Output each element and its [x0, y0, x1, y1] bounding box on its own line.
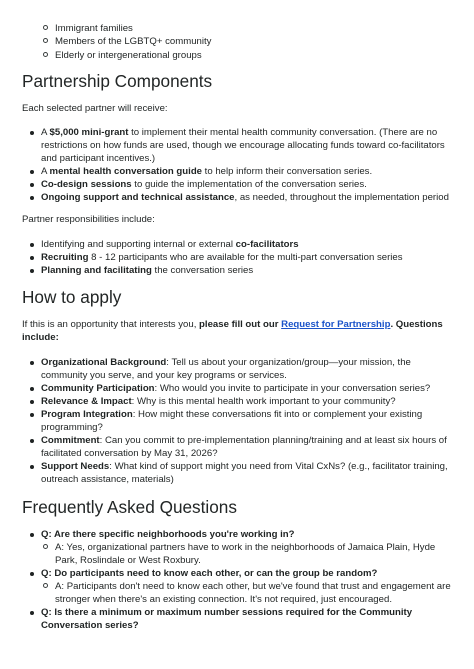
- list-item: [0, 238, 474, 251]
- item-text: : Why is this mental health work important to your community?: [131, 396, 396, 407]
- item-text: : Can you commit to pre-implementation planning/training and at least six hours of facilitated conversation by May 31, 2026?: [41, 435, 447, 459]
- item-text: : How might these conversations fit into or complement your existing programming?: [41, 409, 423, 433]
- list-item-text: Members of the LGBTQ+ community: [55, 36, 212, 48]
- partnership-intro: Each selected partner will receive:: [22, 103, 168, 114]
- item-bold: mental health conversation guide: [49, 166, 203, 177]
- list-item: [0, 165, 474, 178]
- list-item: [0, 434, 474, 460]
- faq-answer: [0, 541, 474, 567]
- faq-question: [0, 528, 474, 541]
- list-item: [0, 126, 474, 165]
- list-item: [0, 191, 474, 204]
- apply-intro-text: If this is an opportunity that interests you,: [22, 319, 200, 330]
- list-item-text: Elderly or intergenerational groups: [55, 49, 202, 61]
- bullet-icon: [30, 170, 34, 174]
- item-bold: Organizational Background: [41, 357, 167, 368]
- item-text: : Who would you invite to participate in your conversation series?: [154, 383, 431, 394]
- bullet-icon: [30, 256, 34, 260]
- item-bold: Support Needs: [41, 461, 110, 472]
- bullet-icon: [30, 572, 34, 576]
- faq-question: [0, 567, 474, 580]
- bullet-icon: [30, 243, 34, 247]
- list-item: [0, 49, 474, 62]
- item-text: : Tell us about your organization/group—your mission, the community you serve, and your key programs or services.: [41, 357, 411, 381]
- item-bold: Program Integration: [41, 409, 133, 420]
- item-prefix: A: [41, 127, 50, 138]
- list-item: [0, 382, 474, 395]
- hollow-bullet-icon: [43, 544, 48, 549]
- faq-answer: [0, 580, 474, 606]
- hollow-bullet-icon: [43, 52, 48, 57]
- item-bold: $5,000 mini-grant: [49, 127, 129, 138]
- item-bold: Planning and facilitating: [41, 265, 152, 276]
- bullet-icon: [30, 533, 34, 537]
- apply-intro-suffix: . Questions include:: [22, 319, 443, 343]
- faq-question: [0, 606, 474, 632]
- section-heading-partnership: Partnership Components: [22, 71, 213, 91]
- faq-question-text: Q: Do participants need to know each other, or can the group be random?: [41, 568, 378, 579]
- hollow-bullet-icon: [43, 25, 48, 30]
- item-text: : What kind of support might you need from Vital CxNs? (e.g., facilitator training, outreach assistance, materials): [41, 461, 448, 485]
- audience-sublist: [0, 22, 474, 62]
- item-text: to guide the implementation of the conversation series.: [131, 179, 367, 190]
- section-heading-apply: How to apply: [22, 287, 122, 307]
- bullet-icon: [30, 611, 34, 615]
- faq-list: [0, 528, 474, 632]
- bullet-icon: [30, 400, 34, 404]
- faq-question-text: Q: Is there a minimum or maximum number sessions required for the Community Conversation series?: [41, 607, 413, 631]
- partnership-list: [0, 126, 474, 204]
- item-text: the conversation series: [151, 265, 254, 276]
- list-item-text: Immigrant families: [55, 23, 133, 34]
- bullet-icon: [30, 465, 34, 469]
- faq-answer-text: A: Yes, organizational partners have to work in the neighborhoods of Jamaica Plain, Hyde Park, Roslindale or West Roxbury.: [55, 542, 436, 566]
- list-item: [0, 178, 474, 191]
- list-item: [0, 22, 474, 35]
- item-bold: Co-design sessions: [41, 179, 132, 190]
- list-item: [0, 356, 474, 382]
- item-bold: Relevance & Impact: [41, 396, 132, 407]
- item-text: 8 - 12 participants who are available for the multi-part conversation series: [88, 252, 403, 263]
- request-for-partnership-link[interactable]: Request for Partnership: [281, 319, 391, 330]
- list-item: [0, 35, 474, 48]
- item-text: , as needed, throughout the implementation period: [234, 192, 449, 203]
- apply-questions-list: [0, 356, 474, 486]
- hollow-bullet-icon: [43, 38, 48, 43]
- bullet-icon: [30, 361, 34, 365]
- list-item: [0, 264, 474, 277]
- list-item: [0, 395, 474, 408]
- item-bold: Recruiting: [41, 252, 89, 263]
- bullet-icon: [30, 439, 34, 443]
- apply-intro-bold: please fill out our: [199, 319, 282, 330]
- item-bold: co-facilitators: [235, 239, 299, 250]
- responsibilities-list: [0, 238, 474, 277]
- item-text: to implement their mental health community conversation. (There are no restrictions on how funds are used, though we encourage allocating funds toward co-facilitators and participant incentives.): [41, 127, 445, 164]
- bullet-icon: [30, 183, 34, 187]
- bullet-icon: [30, 269, 34, 273]
- item-bold: Community Participation: [41, 383, 155, 394]
- item-text: Identifying and supporting internal or external: [41, 239, 236, 250]
- list-item: [0, 408, 474, 434]
- section-heading-faq: Frequently Asked Questions: [22, 497, 237, 517]
- bullet-icon: [30, 387, 34, 391]
- responsibilities-intro: Partner responsibilities include:: [22, 214, 155, 225]
- faq-question-text: Q: Are there specific neighborhoods you're working in?: [41, 529, 295, 540]
- bullet-icon: [30, 196, 34, 200]
- hollow-bullet-icon: [43, 583, 48, 588]
- apply-intro: [22, 318, 452, 344]
- list-item: [0, 460, 474, 486]
- item-prefix: A: [41, 166, 50, 177]
- bullet-icon: [30, 413, 34, 417]
- bullet-icon: [30, 131, 34, 135]
- list-item: [0, 251, 474, 264]
- item-text: to help inform their conversation series.: [202, 166, 373, 177]
- faq-answer-text: A: Participants don't need to know each other, but we've found that trust and engagement are stronger when there's an existing connection. It's not required, just encouraged.: [55, 581, 451, 605]
- item-bold: Commitment: [41, 435, 100, 446]
- item-bold: Ongoing support and technical assistance: [41, 192, 235, 203]
